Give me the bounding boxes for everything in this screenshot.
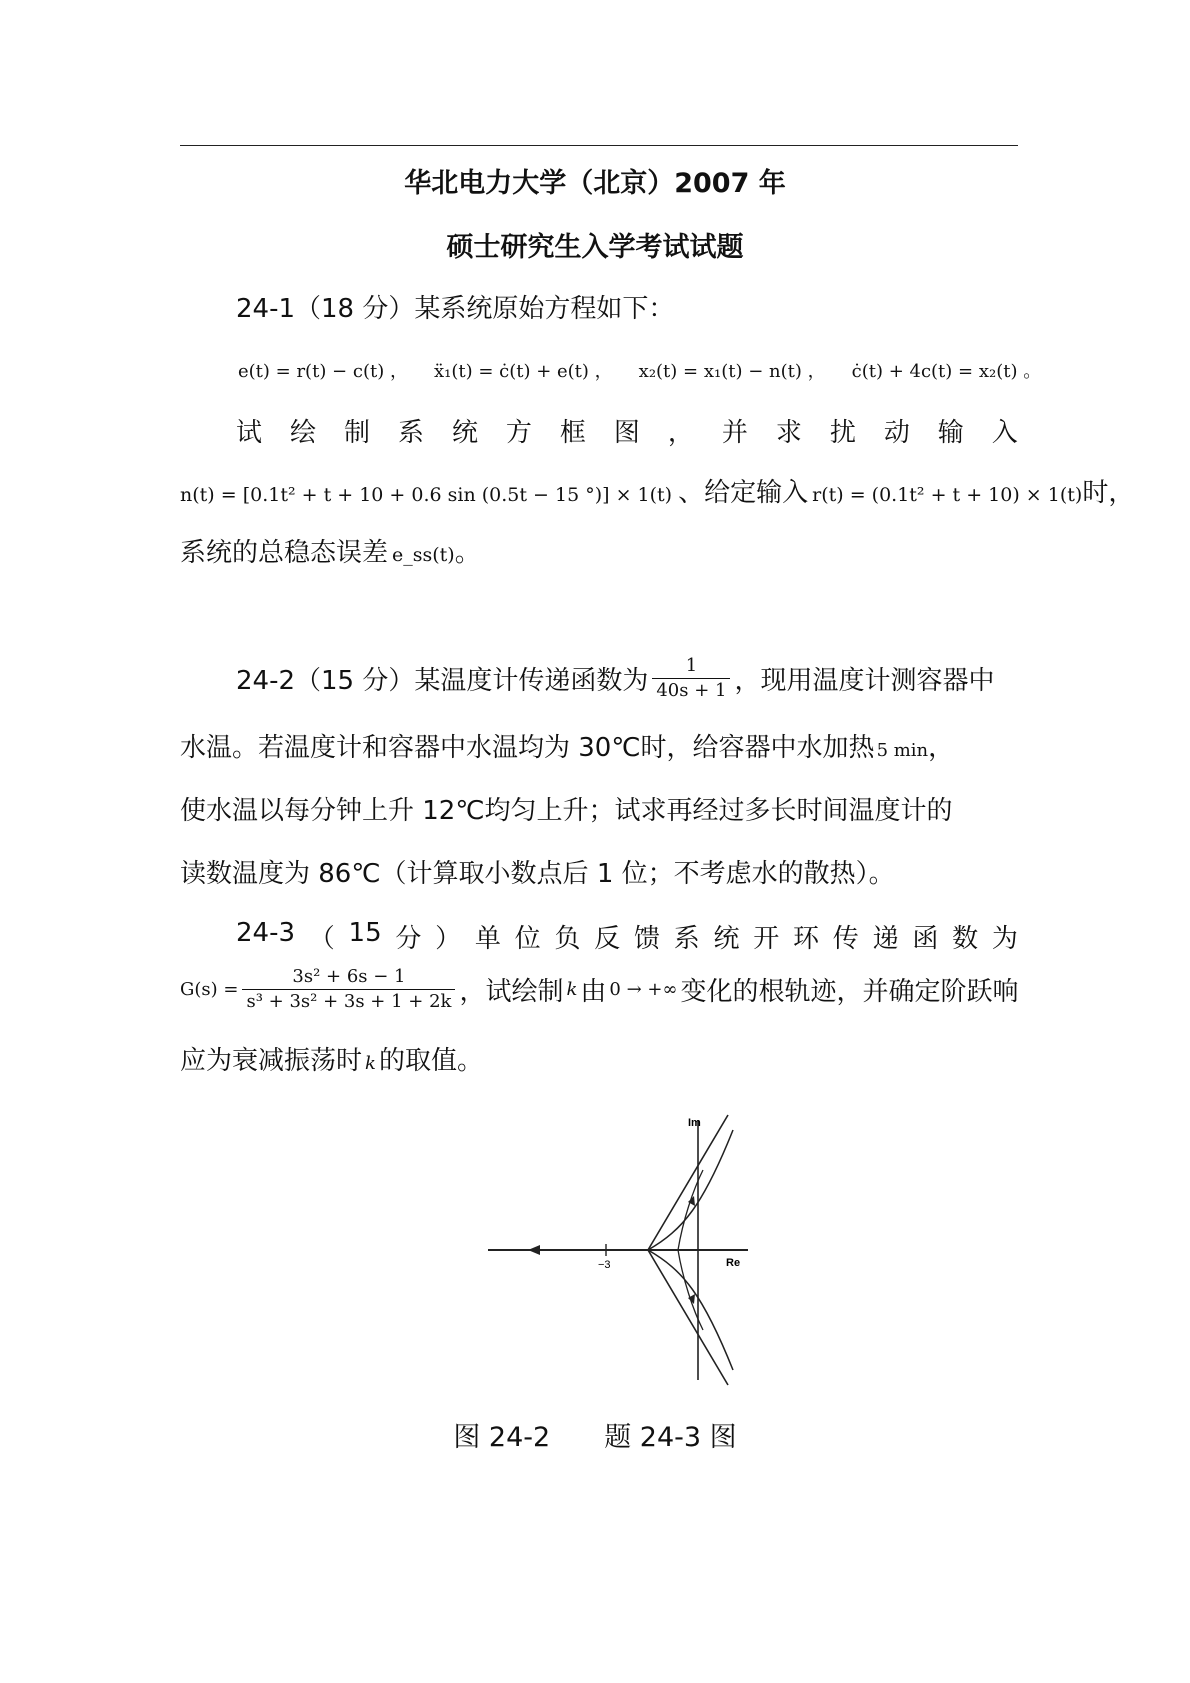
q3.heading_words-word: 环 (793, 924, 820, 954)
q3-line2-text-c: 变化的根轨迹，并确定阶跃响 (680, 977, 1019, 1007)
q1-eq2: ẍ₁(t) = ċ(t) + e(t) ， (433, 361, 613, 382)
q3.heading_words-word: 统 (713, 924, 740, 954)
q3.heading_words-word: 反 (594, 924, 621, 954)
q3.heading_words-word: 单 (474, 924, 501, 954)
locus-inner-lower (678, 1250, 703, 1330)
q3-line3-text-a: 应为衰减振荡时 (180, 1046, 363, 1076)
q3.heading_words-word: 馈 (633, 924, 660, 954)
locus-branch-lower (648, 1250, 733, 1370)
q2-heading-tail: ，现用温度计测容器中 (734, 666, 995, 696)
open-loop-label: G(s) = (180, 979, 239, 1000)
im-axis-label: Im (688, 1117, 701, 1129)
asymptote-upper (648, 1115, 728, 1250)
q3-line3-text-b: 的取值。 (378, 1046, 483, 1076)
tick-label: −3 (598, 1259, 611, 1271)
q1.line2_words-word: 绘 (289, 418, 316, 448)
q1-eq3: x₂(t) = x₁(t) − n(t) ， (638, 361, 826, 382)
q1.line2_words-word: 试 (236, 418, 263, 448)
reference-input-expr: r(t) = (0.1t² + t + 10) × 1(t) (812, 484, 1083, 506)
open-loop-fraction (242, 965, 455, 1014)
q2-line2-text: 水温。若温度计和容器中水温均为 30℃时，给容器中水加热 (180, 733, 875, 763)
q1-line2 (236, 412, 1018, 449)
q1-line4 (180, 532, 1018, 569)
re-axis-label: Re (726, 1257, 741, 1269)
figure-caption: 图 24-2 题 24-3 图 (453, 1422, 737, 1453)
q3-line3 (180, 1040, 1018, 1077)
q2-line2 (180, 727, 1018, 764)
q2-line4: 读数温度为 86℃（计算取小数点后 1 位；不考虑水的散热）。 (180, 859, 895, 889)
locus-inner-upper (678, 1170, 703, 1250)
page-title: 华北电力大学（北京）2007 年 (404, 168, 786, 199)
q3.heading_words-word: 数 (952, 924, 979, 954)
open-loop-denominator: s³ + 3s² + 3s + 1 + 2k (242, 989, 455, 1014)
open-loop-numerator: 3s² + 6s − 1 (292, 966, 406, 987)
asymptote-lower (648, 1250, 728, 1385)
q1-line4-text: 系统的总稳态误差 (180, 538, 389, 568)
q1-tail: 时， (1082, 478, 1135, 508)
tf-denominator: 40s + 1 (652, 678, 730, 703)
q3.heading_words-word: 为 (991, 924, 1018, 954)
q3-heading (236, 918, 1018, 955)
locus-branch-upper (648, 1130, 733, 1250)
header-rule (180, 145, 1018, 146)
q1-separator: 、给定输入 (678, 478, 809, 508)
q1.line2_words-word: 框 (559, 418, 586, 448)
steady-state-error-symbol: e_ss(t) (392, 544, 455, 566)
q1.line2_words-word: 动 (883, 418, 910, 448)
q1.line2_words-word: 求 (775, 418, 802, 448)
q3.heading_words-word: 系 (673, 924, 700, 954)
q1.line2_words-word: 图 (613, 418, 640, 448)
q1.line2_words-word: ， (667, 418, 694, 448)
q3.heading_words-word: 负 (554, 924, 581, 954)
q3.heading_words-word: 15 (348, 918, 382, 948)
real-axis-arrow (528, 1245, 540, 1255)
q1.line2_words-word: 并 (721, 418, 748, 448)
q1-equations (238, 357, 1042, 383)
page-subtitle: 硕士研究生入学考试试题 (446, 232, 744, 263)
q3.heading_words-word: 递 (872, 924, 899, 954)
gain-range: 0 → +∞ (609, 979, 678, 1000)
q1.line2_words-word: 入 (991, 418, 1018, 448)
q3.heading_words-word: （ (308, 924, 335, 954)
gain-symbol-2: k (365, 1053, 376, 1074)
q3.heading_words-word: 分 (395, 924, 422, 954)
q1.line2_words-word: 系 (397, 418, 424, 448)
q3.heading_words-word: 位 (514, 924, 541, 954)
q3-line2-text-b: 由 (580, 977, 607, 1007)
q3-line2 (180, 965, 1018, 1014)
tf-numerator: 1 (685, 655, 698, 676)
q2-heading-text: 24-2（15 分）某温度计传递函数为 (236, 666, 649, 696)
q1-heading: 24-1（18 分）某系统原始方程如下： (236, 294, 675, 324)
q3.heading_words-word: 传 (832, 924, 859, 954)
q3.heading_words-word: 开 (753, 924, 780, 954)
q2-line2-end: ， (928, 733, 955, 763)
transfer-function-fraction (652, 654, 730, 703)
disturbance-input-expr: n(t) = [0.1t² + t + 10 + 0.6 sin (0.5t − 15 °)] × 1(t) (180, 484, 673, 506)
q1-line4-end: 。 (454, 538, 481, 568)
gain-symbol: k (566, 979, 578, 1000)
q1.line2_words-word: 扰 (829, 418, 856, 448)
q1.line2_words-word: 方 (505, 418, 532, 448)
heating-time: 5 min (876, 740, 929, 761)
q1.line2_words-word: 制 (343, 418, 370, 448)
q3.heading_words-word: 24-3 (236, 918, 296, 948)
q2-heading (180, 654, 1018, 703)
q2-line3: 使水温以每分钟上升 12℃均匀上升；试求再经过多长时间温度计的 (180, 796, 953, 826)
q1-eq1: e(t) = r(t) − c(t) ， (238, 361, 408, 382)
q1-line3 (180, 472, 1135, 509)
q1.line2_words-word: 统 (451, 418, 478, 448)
q1-eq4: ċ(t) + 4c(t) = x₂(t) 。 (851, 361, 1042, 382)
q1.line2_words-word: 输 (937, 418, 964, 448)
q3-line2-text-a: ，试绘制 (459, 977, 564, 1007)
root-locus-figure (488, 1110, 788, 1390)
q3.heading_words-word: ） (435, 924, 462, 954)
q3.heading_words-word: 函 (912, 924, 939, 954)
